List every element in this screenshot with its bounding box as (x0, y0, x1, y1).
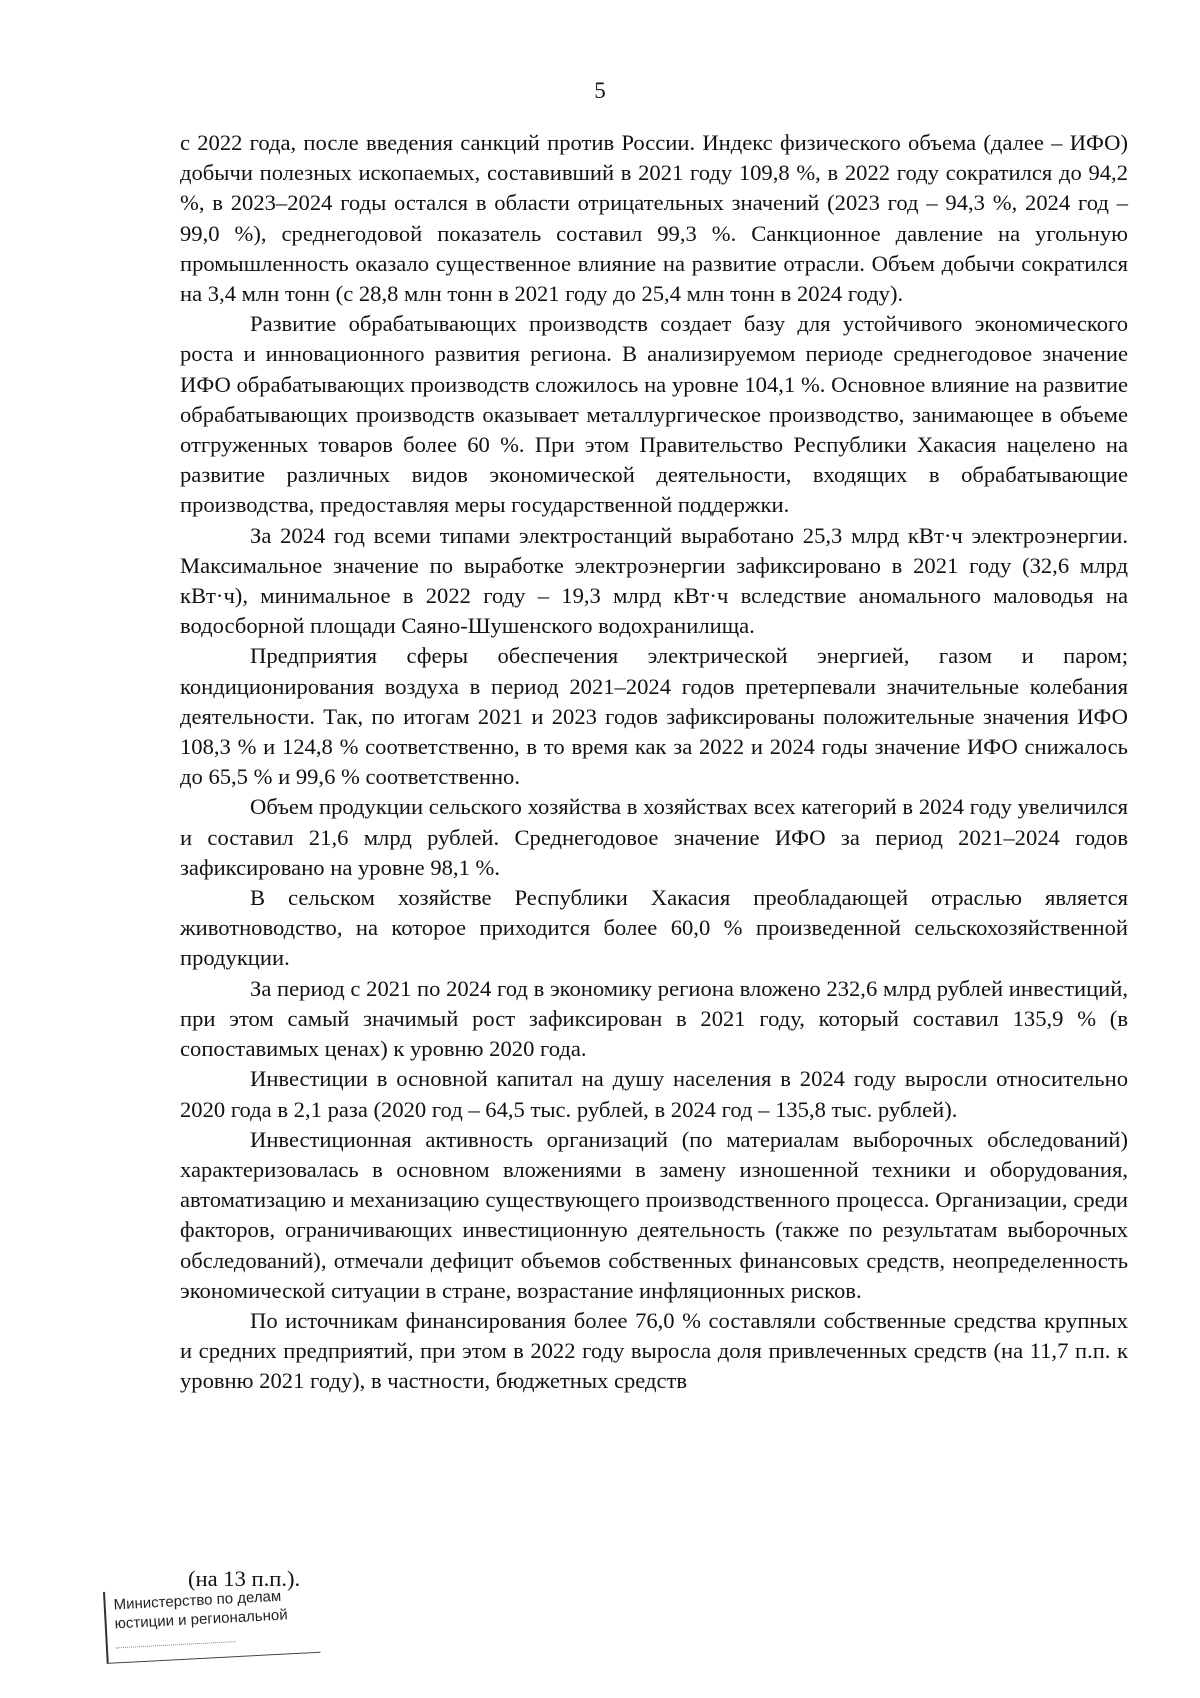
ministry-stamp (103, 1581, 320, 1664)
paragraph-mining: с 2022 года, после введения санкций против России. Индекс физического объема (далее – ИФО) добычи полезных ископаемых, составивший в 2021 году 109,8 %, в 2022 году сократился до 94,2 %, в 2023–2024 годы остался в области отрицательных значений (2023 год – 94,3 %, 2024 год – 99,0 %), среднегодовой показатель составил 99,3 %. Санкционное давление на угольную промышленность оказало существенное влияние на развитие отрасли. Объем добычи сократился на 3,4 млн тонн (с 28,8 млн тонн в 2021 году до 25,4 млн тонн в 2024 году). (180, 130, 1128, 307)
paragraph-livestock: В сельском хозяйстве Республики Хакасия преобладающей отраслью является животноводство, на которое приходится более 60,0 % произведенной сельскохозяйственной продукции. (180, 885, 1128, 971)
paragraph-agriculture-output: Объем продукции сельского хозяйства в хозяйствах всех категорий в 2024 году увеличился и составил 21,6 млрд рублей. Среднегодовое значение ИФО за период 2021–2024 годов зафиксировано на уровне 98,1 %. (180, 794, 1128, 880)
paragraph-financing-sources: По источникам финансирования более 76,0 % составляли собственные средства крупных и средних предприятий, при этом в 2022 году выросла доля привлеченных средств (на 11,7 п.п. к уровню 2021 году), в частности, бюджетных средств (180, 1307, 1128, 1394)
paragraph-investments: За период с 2021 по 2024 год в экономику региона вложено 232,6 млрд рублей инвестиций, при этом самый значимый рост зафиксирован в 2021 году, который составил 135,9 % (в сопоставимых ценах) к уровню 2020 года. (180, 975, 1128, 1062)
paragraph-continuation: (на 13 п.п.). (188, 1566, 301, 1591)
paragraph-investment-activity: Инвестиционная активность организаций (по материалам выборочных обследований) характеризовалась в основном вложениями в замену изношенной техники и оборудования, автоматизацию и механизацию существующего производственного процесса. Организации, среди факторов, ограничивающих инвестиционную деятельность (также по результатам выборочных обследований), отмечали дефицит объемов собственных финансовых средств, неопределенность экономической ситуации в стране, возрастание инфляционных рисков. (180, 1126, 1128, 1303)
paragraph-electricity: За 2024 год всеми типами электростанций выработано 25,3 млрд кВт·ч электроэнергии. Максимальное значение по выработке электроэнергии зафиксировано в 2021 году (32,6 млрд кВт·ч), минимальное в 2022 году – 19,3 млрд кВт·ч вследствие аномального маловодья на водосборной площади Саяно-Шушенского водохранилища. (180, 522, 1128, 639)
page-number: 5 (594, 78, 606, 103)
paragraph-manufacturing: Развитие обрабатывающих производств создает базу для устойчивого экономического роста и инновационного развития региона. В анализируемом периоде среднегодовое значение ИФО обрабатывающих производств сложилось на уровне 104,1 %. Основное влияние на развитие обрабатывающих производств оказывает металлургическое производство, занимающее в объеме отгруженных товаров более 60 %. При этом Правительство Республики Хакасия нацелено на развитие различных видов экономической деятельности, входящих в обрабатывающие производства, предоставляя меры государственной поддержки. (180, 311, 1128, 518)
stamp-line-1: Министерство по делам (113, 1587, 282, 1614)
body-text (180, 128, 1128, 1397)
stamp-faint-line (115, 1631, 235, 1648)
paragraph-energy-supply: Предприятия сферы обеспечения электрической энергией, газом и паром; кондиционирования воздуха в период 2021–2024 годов претерпевали значительные колебания деятельности. Так, по итогам 2021 и 2023 годов зафиксированы положительные значения ИФО 108,3 % и 124,8 % соответственно, в то время как за 2022 и 2024 годы значение ИФО снижалось до 65,5 % и 99,6 % соответственно. (180, 643, 1128, 790)
stamp-line-2: юстиции и региональной (114, 1606, 289, 1633)
paragraph-investments-per-capita: Инвестиции в основной капитал на душу населения в 2024 году выросли относительно 2020 года в 2,1 раза (2020 год – 64,5 тыс. рублей, в 2024 год – 135,8 тыс. рублей). (180, 1066, 1128, 1122)
